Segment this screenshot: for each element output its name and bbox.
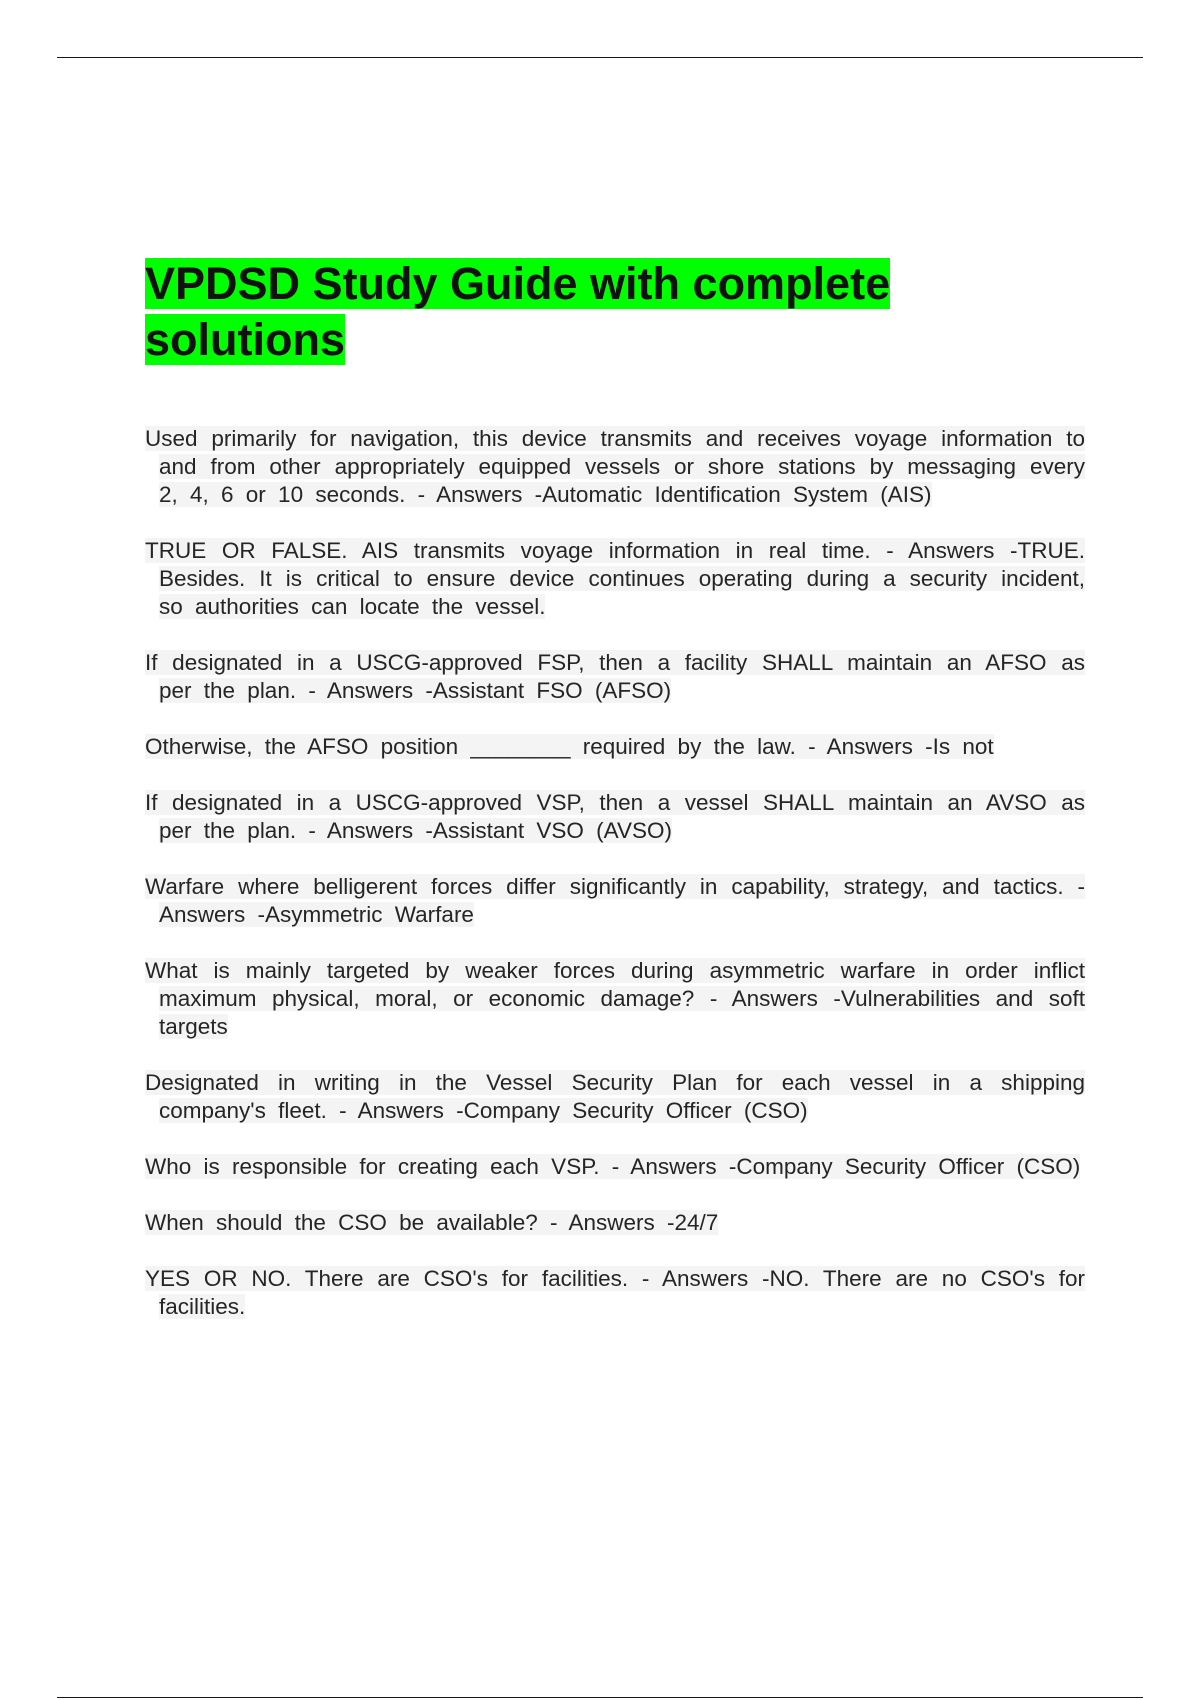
qa-item: If designated in a USCG-approved VSP, then a vessel SHALL maintain an AVSO as per the plan. - Answers -Assistant VSO (AVSO) — [145, 790, 1085, 843]
qa-item: Warfare where belligerent forces differ significantly in capability, strategy, and tactics. - Answers -Asymmetric Warfare — [145, 874, 1085, 927]
qa-item: When should the CSO be available? - Answers -24/7 — [145, 1210, 719, 1235]
qa-item: Designated in writing in the Vessel Security Plan for each vessel in a shipping company's fleet. - Answers -Company Security Officer (CSO) — [145, 1070, 1085, 1123]
bottom-rule — [57, 1697, 1143, 1698]
qa-item: What is mainly targeted by weaker forces during asymmetric warfare in order inflict maximum physical, moral, or economic damage? - Answers -Vulnerabilities and soft targets — [145, 958, 1085, 1039]
qa-list — [145, 425, 1085, 1349]
qa-item: If designated in a USCG-approved FSP, then a facility SHALL maintain an AFSO as per the plan. - Answers -Assistant FSO (AFSO) — [145, 650, 1085, 703]
qa-item: Used primarily for navigation, this device transmits and receives voyage information to and from other appropriately equipped vessels or shore stations by messaging every 2, 4, 6 or 10 seconds. - Answers -Automatic Identification System (AIS) — [145, 426, 1085, 507]
qa-item: TRUE OR FALSE. AIS transmits voyage information in real time. - Answers -TRUE. Besides. It is critical to ensure device continues operating during a security incident, so authorities can locate the vessel. — [145, 538, 1085, 619]
qa-item: YES OR NO. There are CSO's for facilities. - Answers -NO. There are no CSO's for facilities. — [145, 1266, 1085, 1319]
qa-item: Who is responsible for creating each VSP. - Answers -Company Security Officer (CSO) — [145, 1154, 1081, 1179]
top-rule — [57, 57, 1143, 58]
qa-item: Otherwise, the AFSO position ________ required by the law. - Answers -Is not — [145, 734, 994, 759]
title-highlight: VPDSD Study Guide with complete solutions — [145, 258, 891, 365]
document-title — [145, 256, 985, 368]
